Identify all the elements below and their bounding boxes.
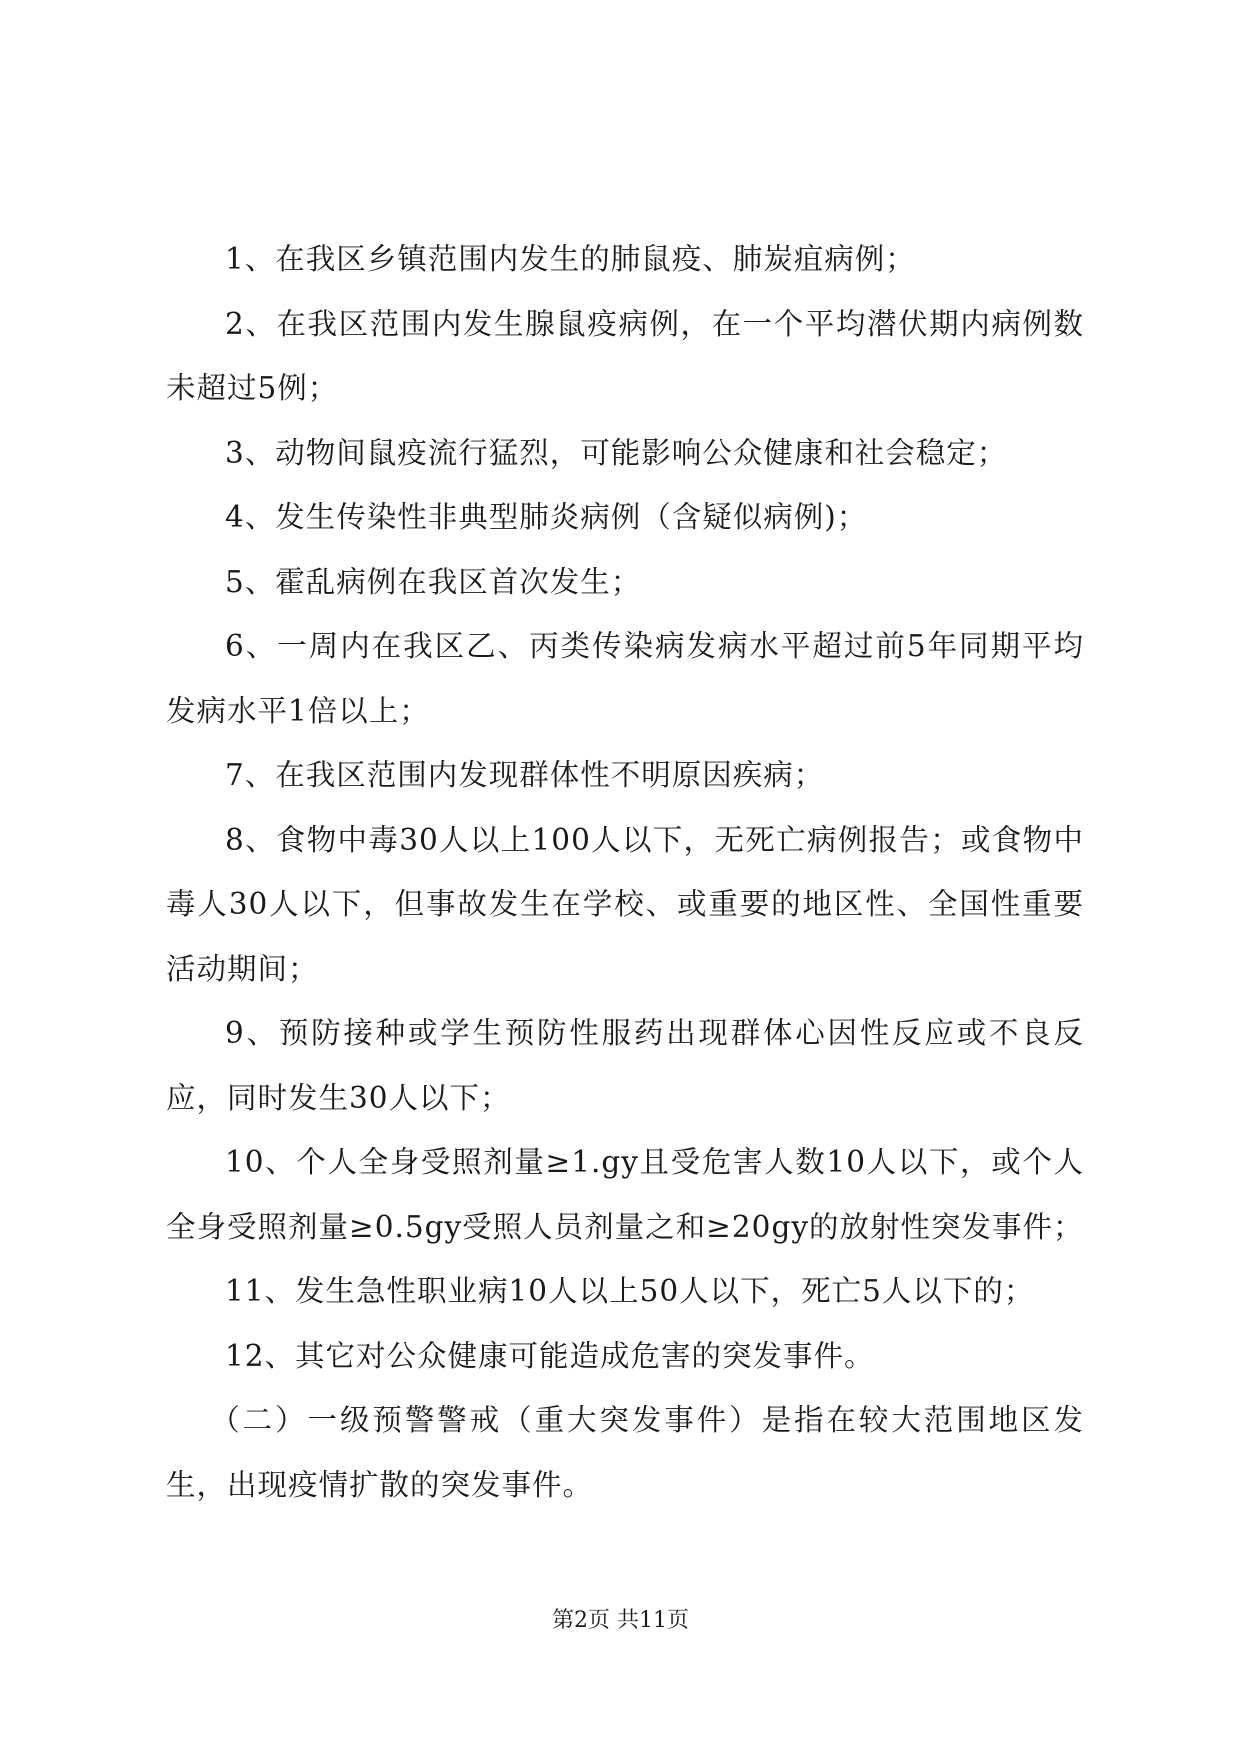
document-body (166, 227, 1084, 1517)
paragraph-item-8: 8、食物中毒30人以上100人以下，无死亡病例报告；或食物中毒人30人以下，但事故发生在学校、或重要的地区性、全国性重要活动期间； (166, 822, 1084, 986)
paragraph-item-1: 1、在我区乡镇范围内发生的肺鼠疫、肺炭疽病例； (225, 242, 916, 276)
paragraph-item-6: 6、一周内在我区乙、丙类传染病发病水平超过前5年同期平均发病水平1倍以上； (166, 629, 1084, 728)
paragraph-item-7: 7、在我区范围内发现群体性不明原因疾病； (225, 758, 825, 792)
paragraph-item-11: 11、发生急性职业病10人以上50人以下，死亡5人以下的； (225, 1274, 1035, 1308)
paragraph-item-12: 12、其它对公众健康可能造成危害的突发事件。 (225, 1338, 875, 1373)
paragraph-item-9: 9、预防接种或学生预防性服药出现群体心因性反应或不良反应，同时发生30人以下； (166, 1016, 1084, 1115)
paragraph-item-2: 2、在我区范围内发生腺鼠疫病例，在一个平均潜伏期内病例数未超过5例； (166, 306, 1084, 405)
paragraph-item-5: 5、霍乱病例在我区首次发生； (225, 564, 642, 599)
paragraph-item-10: 10、个人全身受照剂量≥1.gy且受危害人数10人以下，或个人全身受照剂量≥0.5gy受照人员剂量之和≥20gy的放射性突发事件； (166, 1145, 1084, 1244)
paragraph-item-3: 3、动物间鼠疫流行猛烈，可能影响公众健康和社会稳定； (225, 435, 1008, 470)
page-number-footer: 第2页 共11页 (552, 1608, 689, 1633)
paragraph-item-4: 4、发生传染性非典型肺炎病例（含疑似病例)； (225, 500, 868, 534)
section-heading-paragraph: （二）一级预警警戒（重大突发事件）是指在较大范围地区发生，出现疫情扩散的突发事件。 (166, 1403, 1084, 1502)
